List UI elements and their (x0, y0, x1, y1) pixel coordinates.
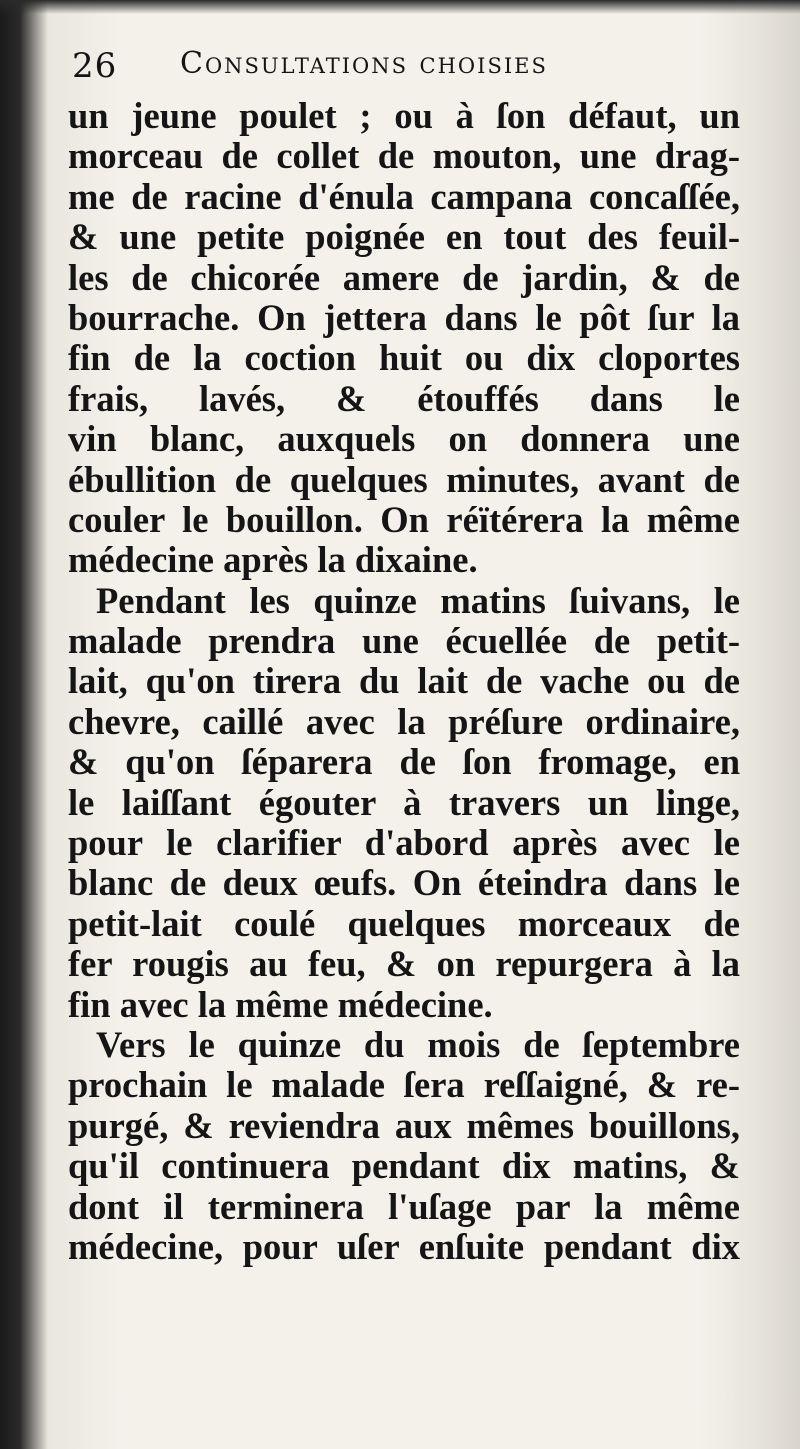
text-line: & une petite poignée en tout des feuil- (68, 216, 740, 258)
text-line: couler le bouillon. On réïtérera la même (68, 498, 740, 540)
text-line: médecine après la dixaine. (68, 539, 478, 581)
text-line: Vers le quinze du mois de ſeptembre (96, 1023, 740, 1065)
page-number: 26 (72, 46, 118, 86)
text-line: & qu'on ſéparera de ſon fromage, en (68, 741, 740, 783)
text-line: bourrache. On jettera dans le pôt ſur la (68, 296, 740, 338)
paragraph-3 (68, 1025, 740, 1267)
text-line: fin avec la même médecine. (68, 983, 493, 1025)
text-line: fin de la coction huit ou dix cloportes (68, 337, 740, 379)
text-line: qu'il continuera pendant dix matins, & (68, 1145, 740, 1187)
text-line: petit-lait coulé quelques morceaux de (68, 902, 740, 944)
text-line: le laiſſant égouter à travers un linge, (68, 781, 740, 823)
text-line: ébullition de quelques minutes, avant de (68, 458, 740, 500)
scan-shadow-top (0, 0, 800, 14)
text-line: dont il terminera l'uſage par la même (68, 1185, 740, 1227)
text-line: me de racine d'énula campana concaſſée, (68, 175, 740, 217)
text-line: malade prendra une écuellée de petit- (68, 620, 740, 662)
text-line: un jeune poulet ; ou à ſon défaut, un (68, 95, 740, 136)
text-line: morceau de collet de mouton, une drag- (68, 135, 740, 177)
text-line: vin blanc, auxquels on donnera une (68, 418, 740, 460)
text-line: purgé, & reviendra aux mêmes bouillons, (68, 1104, 740, 1146)
text-line: lait, qu'on tirera du lait de vache ou de (68, 660, 740, 702)
page-header (72, 40, 732, 96)
text-line: médecine, pour uſer enſuite pendant dix (68, 1225, 740, 1267)
body-text (68, 96, 740, 1267)
text-line: frais, lavés, & étouffés dans le (68, 377, 740, 419)
text-line: prochain le malade ſera reſſaigné, & re- (68, 1064, 740, 1106)
running-title: Consultations choisies (180, 46, 548, 81)
paragraph-1 (68, 96, 740, 581)
text-line: les de chicorée amere de jardin, & de (68, 256, 740, 298)
text-line: blanc de deux œufs. On éteindra dans le (68, 862, 740, 904)
text-line: pour le clarifier d'abord après avec le (68, 822, 740, 864)
text-line: chevre, caillé avec la préſure ordinaire, (68, 700, 740, 742)
paragraph-2 (68, 581, 740, 1025)
text-line: Pendant les quinze matins ſuivans, le (96, 579, 740, 621)
text-line: fer rougis au feu, & on repurgera à la (68, 943, 740, 985)
